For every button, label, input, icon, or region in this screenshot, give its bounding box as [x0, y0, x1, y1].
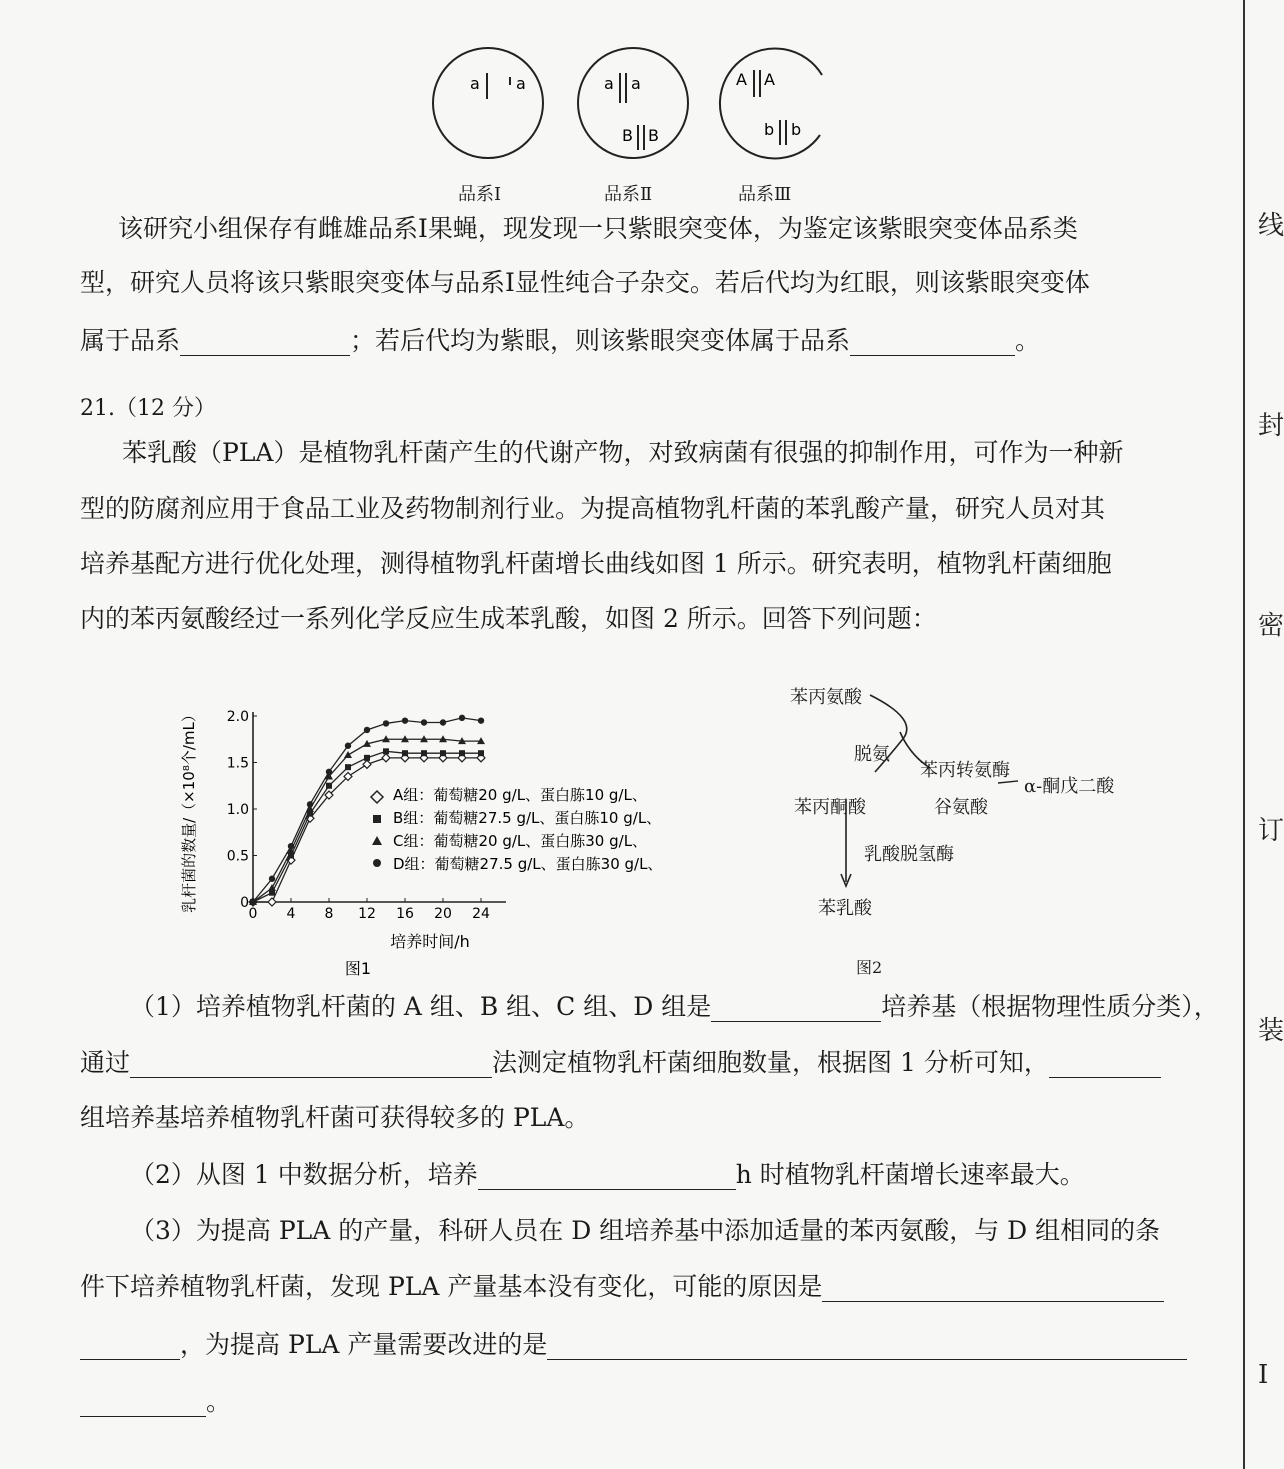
- q2-line: [130, 1160, 1280, 1190]
- para1-l3a: 属于品系: [80, 326, 181, 355]
- point-d: [250, 899, 256, 905]
- point-d: [440, 719, 446, 725]
- point-c: [344, 751, 352, 758]
- margin-char-2: 封: [1258, 411, 1284, 441]
- y-tick-label: 1.5: [226, 755, 249, 772]
- q1b: 培养基（根据物理性质分类），: [881, 992, 1219, 1021]
- point-b: [402, 750, 408, 756]
- point-d: [459, 715, 465, 721]
- q2a: （2）从图 1 中数据分析，培养: [130, 1160, 478, 1189]
- point-a: [382, 754, 390, 762]
- point-d: [345, 743, 351, 749]
- para1-l3b: ；若后代均为紫眼，则该紫眼突变体属于品系: [350, 326, 851, 355]
- strain-1-allele-right: a: [516, 74, 526, 93]
- para1-l3c: 。: [1015, 326, 1041, 355]
- point-d: [307, 801, 313, 807]
- legend-d: D组：葡萄糖27.5 g/L、蛋白胨30 g/L、: [393, 855, 663, 873]
- margin-char-1: 线: [1258, 211, 1284, 241]
- answer-blank-1[interactable]: [180, 333, 350, 356]
- y-tick-label: 0.5: [226, 848, 249, 865]
- q3-line4: [80, 1387, 1230, 1417]
- point-b: [421, 750, 427, 756]
- legend-c: C组：葡萄糖20 g/L、蛋白胨30 g/L、: [393, 832, 648, 850]
- strain-1-cell: [433, 48, 543, 158]
- legend-a: A组：葡萄糖20 g/L、蛋白胨10 g/L、: [393, 786, 647, 804]
- q1d: 法测定植物乳杆菌细胞数量，根据图 1 分析可知，: [492, 1048, 1049, 1077]
- y-tick-label: 0: [240, 895, 249, 911]
- margin-char-6: I: [1258, 1360, 1269, 1390]
- answer-blank-q3-reason-a[interactable]: [822, 1279, 1164, 1302]
- point-d: [421, 719, 427, 725]
- strain-2-allele-b-right: B: [648, 126, 659, 145]
- x-tick-label: 12: [358, 906, 376, 922]
- strain-2-cell: [578, 48, 688, 158]
- node-phenylalanine: 苯丙氨酸: [790, 687, 862, 708]
- point-d: [288, 843, 294, 849]
- strain-3-allele-b-right: b: [791, 120, 802, 139]
- point-b: [478, 750, 484, 756]
- chromosome-diagrams: [430, 45, 850, 175]
- answer-blank-q1-medium[interactable]: [711, 999, 881, 1022]
- q21-intro-line3: 培养基配方进行优化处理，测得植物乳杆菌增长曲线如图 1 所示。研究表明，植物乳杆菌细胞: [80, 549, 1112, 578]
- chart-title: 图1: [344, 959, 372, 978]
- label-lactate-dehydrogenase: 乳酸脱氢酶: [864, 844, 954, 865]
- margin-char-4: 订: [1258, 816, 1284, 846]
- margin-char-3: 密: [1258, 611, 1284, 641]
- strain-2-allele-a-left: a: [604, 74, 614, 93]
- chart-ylabel: 乳杆菌的数量/（×10⁸个/mL）: [180, 707, 198, 913]
- binding-margin-line: [1243, 0, 1245, 1469]
- para1-line1: 该研究小组保存有雌雄品系Ⅰ果蝇，现发现一只紫眼突变体，为鉴定该紫眼突变体品系类: [118, 214, 1078, 243]
- x-tick-label: 20: [434, 906, 452, 922]
- q1-line2: [80, 1048, 1230, 1078]
- label-deamination: 脱氨: [854, 744, 890, 765]
- strain-3-cell: [720, 48, 822, 158]
- node-phenyllactic-acid: 苯乳酸: [818, 898, 872, 919]
- margin-char-5: 装: [1258, 1016, 1284, 1046]
- legend-b: B组：葡萄糖27.5 g/L、蛋白胨10 g/L、: [393, 809, 662, 827]
- point-d: [364, 727, 370, 733]
- q21-intro-line2: 型的防腐剂应用于食品工业及药物制剂行业。为提高植物乳杆菌的苯乳酸产量，研究人员对其: [80, 494, 1106, 523]
- q1-line3: 组培养基培养植物乳杆菌可获得较多的 PLA。: [80, 1103, 590, 1132]
- point-a: [268, 898, 276, 906]
- x-tick-label: 4: [286, 906, 296, 922]
- strain-2-allele-b-left: B: [622, 126, 633, 145]
- label-transaminase: 苯丙转氨酶: [920, 760, 1010, 781]
- node-glutamate: 谷氨酸: [934, 797, 988, 818]
- answer-blank-q1-group[interactable]: [1049, 1055, 1161, 1078]
- node-alpha-ketoglutarate: α-酮戊二酸: [1024, 776, 1115, 797]
- strain-1-allele-left: a: [470, 74, 480, 93]
- answer-blank-q3-improve-b[interactable]: [80, 1394, 206, 1417]
- point-a: [363, 760, 371, 768]
- answer-blank-q2-time[interactable]: [478, 1167, 736, 1190]
- q3-line3: [80, 1330, 1230, 1360]
- series-line-a: [253, 758, 481, 902]
- legend-marker-c: [372, 836, 382, 845]
- q21-intro-line1: 苯乳酸（PLA）是植物乳杆菌产生的代谢产物，对致病菌有很强的抑制作用，可作为一种新: [122, 438, 1124, 467]
- chart-legend: [371, 786, 662, 873]
- point-b: [326, 783, 332, 789]
- answer-blank-q3-reason-b[interactable]: [80, 1337, 180, 1360]
- strain-3-caption: 品系Ⅲ: [738, 184, 792, 205]
- q21-number: 21.（12 分）: [80, 396, 216, 421]
- point-d: [478, 717, 484, 723]
- x-tick-label: 0: [248, 906, 258, 922]
- node-phenylpyruvate: 苯丙酮酸: [794, 797, 866, 818]
- point-d: [326, 769, 332, 775]
- q3c: ，为提高 PLA 产量需要改进的是: [180, 1330, 548, 1359]
- y-tick-label: 1.0: [226, 802, 249, 818]
- y-tick-label: 2.0: [226, 709, 249, 725]
- strain-3-allele-b-left: b: [764, 120, 775, 139]
- para1-line2: 型，研究人员将该只紫眼突变体与品系Ⅰ显性纯合子杂交。若后代均为红眼，则该紫眼突变体: [80, 268, 1090, 297]
- figure-1-chart: [180, 670, 770, 990]
- point-b: [440, 750, 446, 756]
- legend-marker-b: [373, 815, 381, 823]
- point-b: [364, 755, 370, 761]
- para1-line3: [80, 326, 1230, 356]
- q1a: （1）培养植物乳杆菌的 A 组、B 组、C 组、D 组是: [130, 992, 712, 1021]
- figure-2-pathway: [780, 670, 1160, 980]
- x-tick-label: 24: [472, 906, 490, 922]
- point-b: [345, 764, 351, 770]
- strain-1-caption: 品系Ⅰ: [458, 184, 502, 205]
- point-b: [459, 750, 465, 756]
- x-tick-label: 16: [396, 906, 414, 922]
- strain-3-allele-a-right: A: [764, 70, 775, 89]
- legend-marker-a: [371, 791, 383, 803]
- q1c: 通过: [80, 1048, 131, 1077]
- x-tick-label: 8: [324, 906, 334, 922]
- strain-3-allele-a-left: A: [736, 70, 747, 89]
- q21-intro-line4: 内的苯丙氨酸经过一系列化学反应生成苯乳酸，如图 2 所示。回答下列问题：: [80, 604, 937, 633]
- q3-line2: [80, 1272, 1230, 1302]
- answer-blank-q3-improve-a[interactable]: [547, 1337, 1187, 1360]
- strain-2-allele-a-right: a: [631, 74, 641, 93]
- point-d: [383, 720, 389, 726]
- point-d: [402, 717, 408, 723]
- q1-line1: [130, 992, 1280, 1022]
- point-b: [383, 748, 389, 754]
- q3d: 。: [206, 1387, 232, 1416]
- point-d: [269, 876, 275, 882]
- chart-xlabel: 培养时间/h: [390, 932, 470, 951]
- q3-line1: （3）为提高 PLA 的产量，科研人员在 D 组培养基中添加适量的苯丙氨酸，与 D 组相同的条: [130, 1216, 1161, 1245]
- answer-blank-2[interactable]: [850, 333, 1015, 356]
- q3b: 件下培养植物乳杆菌，发现 PLA 产量基本没有变化，可能的原因是: [80, 1272, 823, 1301]
- q2b: h 时植物乳杆菌增长速率最大。: [735, 1160, 1085, 1189]
- answer-blank-q1-method[interactable]: [130, 1055, 492, 1078]
- figure-2-caption: 图2: [856, 958, 883, 977]
- strain-2-caption: 品系Ⅱ: [604, 184, 653, 205]
- legend-marker-d: [373, 859, 381, 867]
